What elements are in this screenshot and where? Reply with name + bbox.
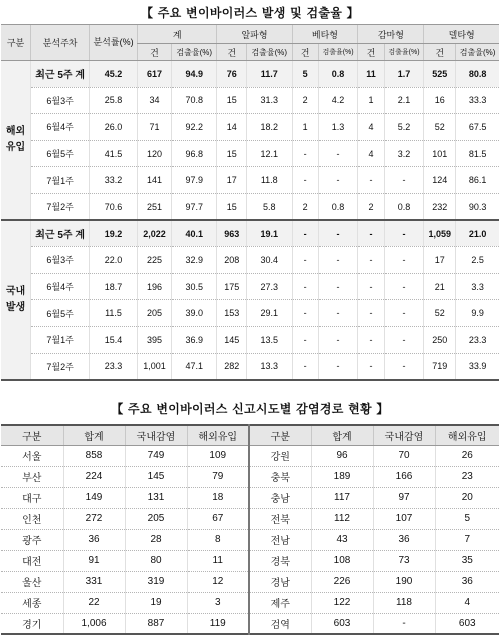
cell-analyzed: 41.5	[90, 140, 138, 167]
cell-analyzed: 25.8	[90, 87, 138, 114]
cell-beta-r: 0.8	[318, 61, 358, 88]
region-name: 대구	[1, 487, 63, 508]
week-cell: 6월3주	[31, 87, 90, 114]
cell-delta-r: 80.8	[456, 61, 499, 88]
cell-alpha-r: 5.8	[247, 193, 292, 220]
cell-beta-r: -	[318, 353, 358, 380]
region-name: 충남	[249, 487, 311, 508]
region-value: 1,006	[63, 613, 125, 634]
cell-total-n: 71	[137, 114, 171, 141]
cell-alpha-n: 153	[217, 300, 247, 327]
cell-alpha-n: 208	[217, 247, 247, 274]
region-value: 26	[435, 445, 499, 466]
header-rate: 검출율(%)	[384, 44, 424, 61]
cell-alpha-n: 145	[217, 326, 247, 353]
cell-alpha-n: 17	[217, 167, 247, 194]
week-cell: 6월4주	[31, 273, 90, 300]
cell-total-n: 395	[137, 326, 171, 353]
header-rate: 검출율(%)	[318, 44, 358, 61]
cell-delta-n: 250	[424, 326, 456, 353]
cell-beta-n: 2	[292, 193, 318, 220]
region-name: 서울	[1, 445, 63, 466]
region-value: 109	[187, 445, 249, 466]
cell-gamma-n: 11	[358, 61, 384, 88]
cell-total-r: 30.5	[172, 273, 217, 300]
cell-alpha-n: 15	[217, 87, 247, 114]
region-value: 272	[63, 508, 125, 529]
cell-gamma-n: -	[358, 326, 384, 353]
cell-gamma-r: 5.2	[384, 114, 424, 141]
cell-analyzed: 22.0	[90, 247, 138, 274]
cell-delta-r: 9.9	[456, 300, 499, 327]
region-table-header: 해외유입	[187, 425, 249, 445]
table1-title: 【 주요 변이바이러스 발생 및 검출율 】	[141, 6, 359, 20]
header-total: 계	[137, 25, 217, 44]
cell-delta-r: 2.5	[456, 247, 499, 274]
table-row	[1, 114, 499, 141]
region-value: 20	[435, 487, 499, 508]
cell-gamma-r: 0.8	[384, 193, 424, 220]
region-name: 충북	[249, 466, 311, 487]
region-value: 131	[125, 487, 187, 508]
table-row	[1, 353, 499, 380]
cell-delta-r: 33.9	[456, 353, 499, 380]
cell-beta-n: -	[292, 353, 318, 380]
region-value: 3	[187, 592, 249, 613]
cell-beta-r: 4.2	[318, 87, 358, 114]
region-value: 80	[125, 550, 187, 571]
region-name: 울산	[1, 571, 63, 592]
region-table-header: 해외유입	[435, 425, 499, 445]
region-name: 전북	[249, 508, 311, 529]
region-infection-route-table	[1, 424, 499, 635]
region-value: 112	[311, 508, 373, 529]
cell-gamma-n: 1	[358, 87, 384, 114]
region-value: 43	[311, 529, 373, 550]
cell-delta-n: 525	[424, 61, 456, 88]
region-value: 5	[435, 508, 499, 529]
cell-beta-n: -	[292, 247, 318, 274]
cell-beta-n: -	[292, 326, 318, 353]
cell-gamma-n: 2	[358, 193, 384, 220]
table-row	[1, 466, 499, 487]
cell-gamma-r: -	[384, 167, 424, 194]
cell-beta-n: -	[292, 273, 318, 300]
cell-alpha-r: 11.7	[247, 61, 292, 88]
cell-total-n: 141	[137, 167, 171, 194]
cell-total-n: 34	[137, 87, 171, 114]
cell-alpha-r: 11.8	[247, 167, 292, 194]
cell-alpha-r: 12.1	[247, 140, 292, 167]
cell-delta-n: 17	[424, 247, 456, 274]
cell-alpha-r: 31.3	[247, 87, 292, 114]
cell-total-r: 92.2	[172, 114, 217, 141]
region-value: 22	[63, 592, 125, 613]
cell-beta-r: -	[318, 220, 358, 247]
cell-gamma-r: -	[384, 220, 424, 247]
cell-total-r: 36.9	[172, 326, 217, 353]
region-name: 경남	[249, 571, 311, 592]
cell-delta-r: 86.1	[456, 167, 499, 194]
cell-analyzed: 45.2	[90, 61, 138, 88]
cell-beta-r: 0.8	[318, 193, 358, 220]
region-value: 190	[373, 571, 435, 592]
region-value: 23	[435, 466, 499, 487]
region-value: 118	[373, 592, 435, 613]
cell-alpha-n: 175	[217, 273, 247, 300]
cell-alpha-r: 30.4	[247, 247, 292, 274]
cell-alpha-r: 18.2	[247, 114, 292, 141]
table-row	[1, 140, 499, 167]
region-value: 224	[63, 466, 125, 487]
cell-total-n: 205	[137, 300, 171, 327]
header-cases: 건	[292, 44, 318, 61]
region-value: 145	[125, 466, 187, 487]
cell-delta-r: 23.3	[456, 326, 499, 353]
group-label: 해외 유입	[1, 61, 31, 221]
cell-analyzed: 15.4	[90, 326, 138, 353]
cell-total-r: 40.1	[172, 220, 217, 247]
cell-alpha-n: 282	[217, 353, 247, 380]
header-rate: 검출율(%)	[172, 44, 217, 61]
cell-total-r: 70.8	[172, 87, 217, 114]
region-value: 8	[187, 529, 249, 550]
cell-total-r: 32.9	[172, 247, 217, 274]
cell-delta-r: 3.3	[456, 273, 499, 300]
header-rate: 검출율(%)	[247, 44, 292, 61]
region-value: 858	[63, 445, 125, 466]
cell-total-n: 120	[137, 140, 171, 167]
variant-detection-table	[1, 24, 499, 381]
cell-delta-n: 52	[424, 114, 456, 141]
cell-gamma-n: -	[358, 300, 384, 327]
table-row	[1, 445, 499, 466]
region-name: 제주	[249, 592, 311, 613]
region-value: 189	[311, 466, 373, 487]
week-cell: 7월2주	[31, 193, 90, 220]
cell-total-n: 196	[137, 273, 171, 300]
cell-gamma-r: -	[384, 300, 424, 327]
cell-gamma-n: -	[358, 220, 384, 247]
region-value: 117	[311, 487, 373, 508]
cell-delta-n: 124	[424, 167, 456, 194]
header-gamma: 감마형	[358, 25, 424, 44]
cell-alpha-r: 29.1	[247, 300, 292, 327]
cell-delta-r: 21.0	[456, 220, 499, 247]
cell-gamma-r: 2.1	[384, 87, 424, 114]
region-name: 세종	[1, 592, 63, 613]
table-row	[1, 300, 499, 327]
cell-beta-n: -	[292, 220, 318, 247]
region-value: 108	[311, 550, 373, 571]
cell-gamma-n: -	[358, 167, 384, 194]
cell-delta-r: 67.5	[456, 114, 499, 141]
cell-total-n: 2,022	[137, 220, 171, 247]
region-value: 70	[373, 445, 435, 466]
cell-total-n: 251	[137, 193, 171, 220]
cell-analyzed: 23.3	[90, 353, 138, 380]
region-name: 강원	[249, 445, 311, 466]
cell-beta-r: -	[318, 140, 358, 167]
table2-title: 【 주요 변이바이러스 신고시도별 감염경로 현황 】	[111, 402, 389, 416]
cell-analyzed: 26.0	[90, 114, 138, 141]
cell-delta-n: 21	[424, 273, 456, 300]
cell-alpha-n: 15	[217, 193, 247, 220]
week-cell: 최근 5주 계	[31, 61, 90, 88]
week-cell: 7월1주	[31, 167, 90, 194]
cell-delta-r: 81.5	[456, 140, 499, 167]
region-name: 경북	[249, 550, 311, 571]
region-value: 36	[435, 571, 499, 592]
week-cell: 최근 5주 계	[31, 220, 90, 247]
cell-beta-n: -	[292, 140, 318, 167]
cell-alpha-r: 13.3	[247, 353, 292, 380]
region-name: 대전	[1, 550, 63, 571]
region-value: 18	[187, 487, 249, 508]
region-name: 경기	[1, 613, 63, 634]
region-table-header: 합계	[311, 425, 373, 445]
region-table-header: 구분	[249, 425, 311, 445]
cell-beta-n: 5	[292, 61, 318, 88]
cell-beta-r: -	[318, 326, 358, 353]
cell-gamma-r: 1.7	[384, 61, 424, 88]
cell-gamma-n: 4	[358, 140, 384, 167]
header-cases: 건	[424, 44, 456, 61]
cell-alpha-r: 13.5	[247, 326, 292, 353]
table-row	[1, 550, 499, 571]
header-rate: 검출율(%)	[456, 44, 499, 61]
region-value: 119	[187, 613, 249, 634]
region-name: 전남	[249, 529, 311, 550]
cell-alpha-n: 15	[217, 140, 247, 167]
table-row	[1, 487, 499, 508]
cell-delta-n: 52	[424, 300, 456, 327]
header-cases: 건	[217, 44, 247, 61]
cell-gamma-r: -	[384, 247, 424, 274]
region-value: 79	[187, 466, 249, 487]
week-cell: 6월5주	[31, 140, 90, 167]
cell-total-r: 39.0	[172, 300, 217, 327]
table-row	[1, 167, 499, 194]
cell-beta-r: -	[318, 167, 358, 194]
week-cell: 7월2주	[31, 353, 90, 380]
region-value: 11	[187, 550, 249, 571]
region-name: 부산	[1, 466, 63, 487]
region-value: 4	[435, 592, 499, 613]
cell-delta-n: 16	[424, 87, 456, 114]
cell-alpha-r: 19.1	[247, 220, 292, 247]
cell-gamma-n: -	[358, 247, 384, 274]
cell-delta-r: 33.3	[456, 87, 499, 114]
cell-alpha-n: 76	[217, 61, 247, 88]
region-value: 36	[63, 529, 125, 550]
cell-gamma-n: -	[358, 273, 384, 300]
table-row	[1, 273, 499, 300]
week-cell: 6월3주	[31, 247, 90, 274]
cell-delta-n: 232	[424, 193, 456, 220]
region-name: 인천	[1, 508, 63, 529]
cell-beta-r: 1.3	[318, 114, 358, 141]
header-beta: 베타형	[292, 25, 358, 44]
region-value: 7	[435, 529, 499, 550]
cell-gamma-r: -	[384, 353, 424, 380]
region-value: 107	[373, 508, 435, 529]
cell-beta-n: -	[292, 167, 318, 194]
summary-row	[1, 220, 499, 247]
header-cases: 건	[358, 44, 384, 61]
cell-delta-n: 1,059	[424, 220, 456, 247]
region-name: 광주	[1, 529, 63, 550]
region-table-header: 구분	[1, 425, 63, 445]
region-name: 검역	[249, 613, 311, 634]
week-cell: 7월1주	[31, 326, 90, 353]
cell-beta-r: -	[318, 273, 358, 300]
cell-total-r: 97.7	[172, 193, 217, 220]
region-value: 149	[63, 487, 125, 508]
header-alpha: 알파형	[217, 25, 292, 44]
cell-analyzed: 11.5	[90, 300, 138, 327]
cell-alpha-r: 27.3	[247, 273, 292, 300]
cell-gamma-r: 3.2	[384, 140, 424, 167]
header-week: 분석주차	[31, 25, 90, 61]
region-value: 19	[125, 592, 187, 613]
region-value: 122	[311, 592, 373, 613]
cell-delta-r: 90.3	[456, 193, 499, 220]
cell-total-r: 47.1	[172, 353, 217, 380]
cell-analyzed: 18.7	[90, 273, 138, 300]
table-row	[1, 592, 499, 613]
region-value: 226	[311, 571, 373, 592]
week-cell: 6월5주	[31, 300, 90, 327]
region-value: 166	[373, 466, 435, 487]
table-row	[1, 508, 499, 529]
group-label: 국내 발생	[1, 220, 31, 380]
region-value: 603	[311, 613, 373, 634]
region-value: 12	[187, 571, 249, 592]
cell-total-r: 97.9	[172, 167, 217, 194]
cell-analyzed: 19.2	[90, 220, 138, 247]
cell-total-r: 94.9	[172, 61, 217, 88]
region-value: 36	[373, 529, 435, 550]
cell-total-n: 225	[137, 247, 171, 274]
region-value: -	[373, 613, 435, 634]
region-value: 603	[435, 613, 499, 634]
cell-beta-r: -	[318, 247, 358, 274]
table-row	[1, 193, 499, 220]
cell-delta-n: 101	[424, 140, 456, 167]
cell-beta-n: -	[292, 300, 318, 327]
cell-total-n: 1,001	[137, 353, 171, 380]
region-value: 749	[125, 445, 187, 466]
week-cell: 6월4주	[31, 114, 90, 141]
region-value: 887	[125, 613, 187, 634]
table-row	[1, 529, 499, 550]
summary-row	[1, 61, 499, 88]
region-value: 67	[187, 508, 249, 529]
region-value: 96	[311, 445, 373, 466]
region-value: 331	[63, 571, 125, 592]
region-value: 97	[373, 487, 435, 508]
cell-total-r: 96.8	[172, 140, 217, 167]
cell-alpha-n: 14	[217, 114, 247, 141]
header-cases: 건	[137, 44, 171, 61]
header-group: 구분	[1, 25, 31, 61]
table-row	[1, 247, 499, 274]
region-value: 319	[125, 571, 187, 592]
region-value: 28	[125, 529, 187, 550]
region-value: 73	[373, 550, 435, 571]
cell-beta-n: 2	[292, 87, 318, 114]
header-analyzed: 분석률(%)	[90, 25, 138, 61]
table-row	[1, 326, 499, 353]
cell-gamma-r: -	[384, 326, 424, 353]
region-value: 91	[63, 550, 125, 571]
table-row	[1, 571, 499, 592]
table-row	[1, 87, 499, 114]
cell-analyzed: 70.6	[90, 193, 138, 220]
region-table-header: 국내감염	[373, 425, 435, 445]
cell-gamma-r: -	[384, 273, 424, 300]
cell-beta-n: 1	[292, 114, 318, 141]
cell-delta-n: 719	[424, 353, 456, 380]
cell-alpha-n: 963	[217, 220, 247, 247]
region-value: 35	[435, 550, 499, 571]
table-row	[1, 613, 499, 634]
cell-beta-r: -	[318, 300, 358, 327]
cell-gamma-n: 4	[358, 114, 384, 141]
region-value: 205	[125, 508, 187, 529]
region-table-header: 합계	[63, 425, 125, 445]
cell-total-n: 617	[137, 61, 171, 88]
cell-gamma-n: -	[358, 353, 384, 380]
header-delta: 델타형	[424, 25, 499, 44]
cell-analyzed: 33.2	[90, 167, 138, 194]
region-table-header: 국내감염	[125, 425, 187, 445]
